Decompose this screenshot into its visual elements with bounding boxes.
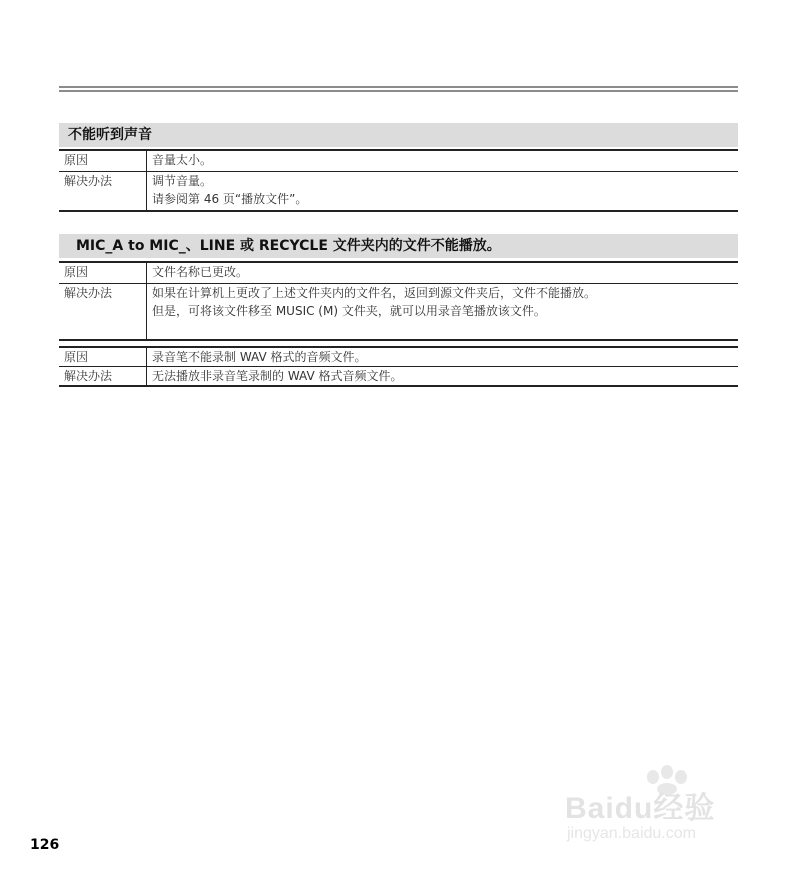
row-label: 解决办法 xyxy=(59,172,147,210)
row-label: 原因 xyxy=(59,151,147,171)
row-label: 解决办法 xyxy=(59,284,147,339)
table-row xyxy=(59,172,738,210)
content-line: 但是，可将该文件移至 MUSIC (M) 文件夹，就可以用录音笔播放该文件。 xyxy=(152,304,546,318)
table-no-sound xyxy=(59,149,738,212)
row-content xyxy=(147,284,738,339)
table-divider xyxy=(59,385,738,387)
table-row xyxy=(59,284,738,339)
table-row xyxy=(59,263,738,283)
row-content xyxy=(147,263,738,283)
baidu-watermark xyxy=(565,765,755,855)
row-content xyxy=(147,367,738,385)
table-divider xyxy=(59,210,738,212)
section-title-no-sound xyxy=(59,123,738,147)
content-line: 调节音量。 xyxy=(152,174,213,188)
section-title-text: MIC_A to MIC_、LINE 或 RECYCLE 文件夹内的文件不能播放。 xyxy=(76,238,501,254)
table-row xyxy=(59,151,738,171)
content-line: 文件名称已更改。 xyxy=(152,265,249,279)
row-label: 解决办法 xyxy=(59,367,147,385)
header-rule xyxy=(59,86,738,88)
header-rule-secondary xyxy=(59,90,738,92)
row-content xyxy=(147,348,738,366)
content-line: 无法播放非录音笔录制的 WAV 格式音频文件。 xyxy=(152,369,403,383)
watermark-logo: Baidu经验 xyxy=(565,792,716,825)
content-line: 录音笔不能录制 WAV 格式的音频文件。 xyxy=(152,350,367,364)
page-number: 126 xyxy=(30,837,60,853)
content-line: 请参阅第 46 页“播放文件”。 xyxy=(152,192,308,206)
row-label: 原因 xyxy=(59,348,147,366)
row-content xyxy=(147,151,738,171)
section-title-cannot-play xyxy=(59,234,738,258)
row-label: 原因 xyxy=(59,263,147,283)
table-cannot-play xyxy=(59,261,738,387)
row-content xyxy=(147,172,738,210)
section-title-text: 不能听到声音 xyxy=(68,127,152,143)
watermark-url: jingyan.baidu.com xyxy=(567,825,696,842)
content-line: 如果在计算机上更改了上述文件夹内的文件名，返回到源文件夹后，文件不能播放。 xyxy=(152,286,597,300)
content-line: 音量太小。 xyxy=(152,153,213,167)
table-row xyxy=(59,348,738,366)
table-row xyxy=(59,367,738,385)
